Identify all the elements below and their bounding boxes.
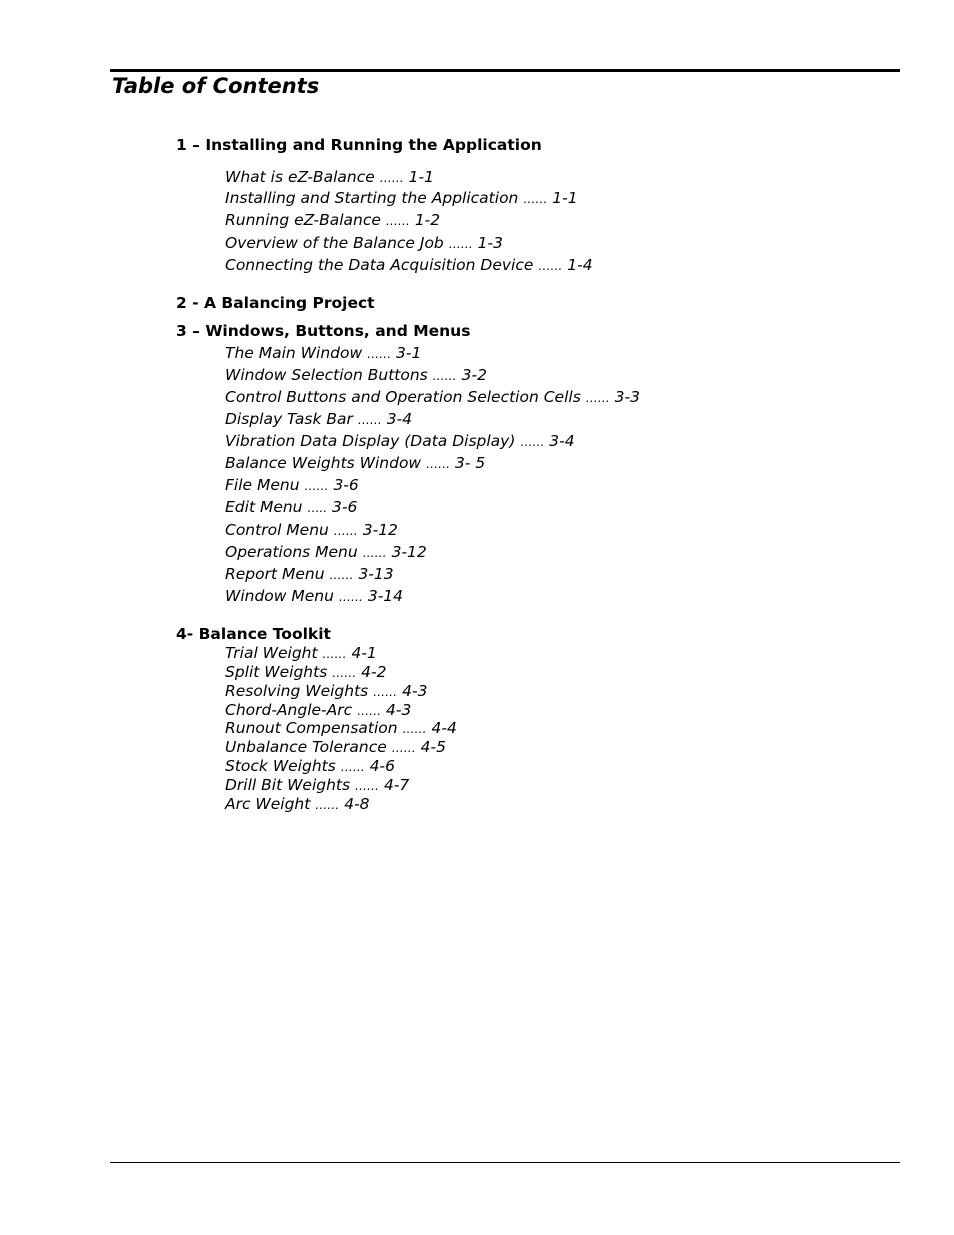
toc-entry-page: 3-3 [614, 388, 640, 406]
toc-entry-page: 4-2 [361, 663, 387, 681]
toc-entry-page: 3-1 [396, 344, 422, 362]
toc-entry-label: The Main Window [225, 344, 363, 362]
toc-entry[interactable] [225, 210, 440, 231]
toc-entry-page: 4-3 [386, 701, 412, 719]
toc-entry-page: 1-1 [408, 168, 434, 186]
page-title: Table of Contents [112, 74, 320, 98]
toc-entry-page: 3-6 [332, 498, 358, 516]
toc-entry[interactable] [225, 387, 640, 408]
toc-entry[interactable] [225, 775, 409, 796]
toc-entry-label: Window Selection Buttons [225, 366, 428, 384]
toc-entry-label: Runout Compensation [225, 719, 398, 737]
toc-entry[interactable] [225, 497, 357, 518]
toc-entry[interactable] [225, 564, 394, 585]
toc-entry[interactable] [225, 681, 427, 702]
toc-entry-label: Balance Weights Window [225, 454, 422, 472]
toc-entry-label: Drill Bit Weights [225, 776, 351, 794]
dot-leader: …… [523, 192, 548, 206]
dot-leader: …… [340, 760, 365, 774]
toc-entry-page: 4-7 [383, 776, 410, 794]
section-heading-1: 1 – Installing and Running the Application [176, 136, 542, 154]
toc-entry-page: 3-2 [461, 366, 487, 384]
dot-leader: …… [538, 259, 563, 273]
toc-entry-page: 4-5 [420, 738, 446, 756]
toc-entry-label: Edit Menu [225, 498, 303, 516]
toc-entry-page: 4-1 [351, 644, 377, 662]
toc-entry-label: Window Menu [225, 587, 334, 605]
toc-entry-page: 3- 5 [455, 454, 486, 472]
toc-entry[interactable] [225, 520, 398, 541]
toc-entry-page: 1-4 [567, 256, 593, 274]
toc-entry[interactable] [225, 453, 485, 474]
toc-entry-label: File Menu [225, 476, 300, 494]
toc-entry-label: Arc Weight [225, 795, 311, 813]
dot-leader: …… [391, 741, 416, 755]
dot-leader: …… [432, 369, 457, 383]
toc-entry[interactable] [225, 255, 593, 276]
toc-entry-page: 3-4 [549, 432, 575, 450]
dot-leader: …… [357, 413, 382, 427]
toc-entry-label: Vibration Data Display (Data Display) [225, 432, 516, 450]
toc-entry[interactable] [225, 167, 434, 188]
toc-entry-page: 4-4 [431, 719, 457, 737]
toc-entry-label: Connecting the Data Acquisition Device [225, 256, 534, 274]
toc-entry-page: 3-12 [391, 543, 427, 561]
toc-entry[interactable] [225, 475, 359, 496]
dot-leader: …… [329, 568, 354, 582]
toc-entry[interactable] [225, 233, 503, 254]
section-heading-3: 3 – Windows, Buttons, and Menus [176, 322, 471, 340]
dot-leader: …… [379, 171, 404, 185]
toc-entry-label: Chord-Angle-Arc [225, 701, 353, 719]
toc-entry-page: 4-6 [369, 757, 396, 775]
toc-entry-label: What is eZ-Balance [225, 168, 375, 186]
toc-entry-label: Report Menu [225, 565, 325, 583]
toc-entry[interactable] [225, 365, 487, 386]
toc-entry-label: Control Buttons and Operation Selection Cells [225, 388, 581, 406]
dot-leader: …… [355, 779, 380, 793]
toc-entry[interactable] [225, 431, 575, 452]
toc-entry[interactable] [225, 409, 412, 430]
toc-entry-label: Trial Weight [225, 644, 318, 662]
toc-entry-label: Unbalance Tolerance [225, 738, 387, 756]
toc-entry-label: Control Menu [225, 521, 329, 539]
toc-entry-label: Resolving Weights [225, 682, 369, 700]
toc-entry-page: 1-3 [477, 234, 503, 252]
toc-entry-label: Split Weights [225, 663, 328, 681]
dot-leader: ….. [307, 501, 328, 515]
toc-entry[interactable] [225, 188, 578, 209]
dot-leader: …… [426, 457, 451, 471]
toc-entry-label: Overview of the Balance Job [225, 234, 444, 252]
toc-entry[interactable] [225, 794, 370, 815]
toc-entry[interactable] [225, 718, 457, 739]
toc-entry-page: 3-14 [367, 587, 404, 605]
toc-entry[interactable] [225, 586, 403, 607]
toc-entry-label: Display Task Bar [225, 410, 353, 428]
toc-entry-label: Stock Weights [225, 757, 336, 775]
toc-entry[interactable] [225, 662, 386, 683]
toc-entry[interactable] [225, 643, 377, 664]
dot-leader: …… [315, 798, 340, 812]
toc-entry[interactable] [225, 343, 421, 364]
toc-entry-page: 3-4 [386, 410, 413, 428]
toc-entry[interactable] [225, 737, 446, 758]
toc-entry-page: 3-6 [333, 476, 359, 494]
toc-entry-page: 4-8 [344, 795, 370, 813]
toc-entry-page: 1-2 [414, 211, 441, 229]
bottom-rule [110, 1162, 900, 1163]
dot-leader: …… [322, 647, 347, 661]
dot-leader: …… [373, 685, 398, 699]
dot-leader: …… [362, 546, 387, 560]
toc-entry-page: 3-13 [358, 565, 394, 583]
dot-leader: …… [338, 590, 363, 604]
toc-entry-page: 3-12 [362, 521, 398, 539]
toc-entry-label: Installing and Starting the Application [225, 189, 519, 207]
toc-entry-label: Operations Menu [225, 543, 358, 561]
dot-leader: …… [367, 347, 392, 361]
toc-entry-page: 1-1 [552, 189, 578, 207]
section-heading-2[interactable]: 2 - A Balancing Project [176, 294, 375, 312]
dot-leader: …… [304, 479, 329, 493]
section-heading-4: 4- Balance Toolkit [176, 625, 331, 643]
toc-entry-page: 4-3 [402, 682, 428, 700]
dot-leader: …… [332, 666, 357, 680]
dot-leader: …… [385, 214, 410, 228]
dot-leader: …… [333, 524, 358, 538]
dot-leader: …… [357, 704, 382, 718]
toc-entry[interactable] [225, 542, 427, 563]
toc-entry-label: Running eZ-Balance [225, 211, 381, 229]
dot-leader: …… [402, 722, 427, 736]
dot-leader: …… [448, 237, 473, 251]
dot-leader: …… [520, 435, 545, 449]
dot-leader: …… [585, 391, 610, 405]
toc-entry[interactable] [225, 756, 395, 777]
